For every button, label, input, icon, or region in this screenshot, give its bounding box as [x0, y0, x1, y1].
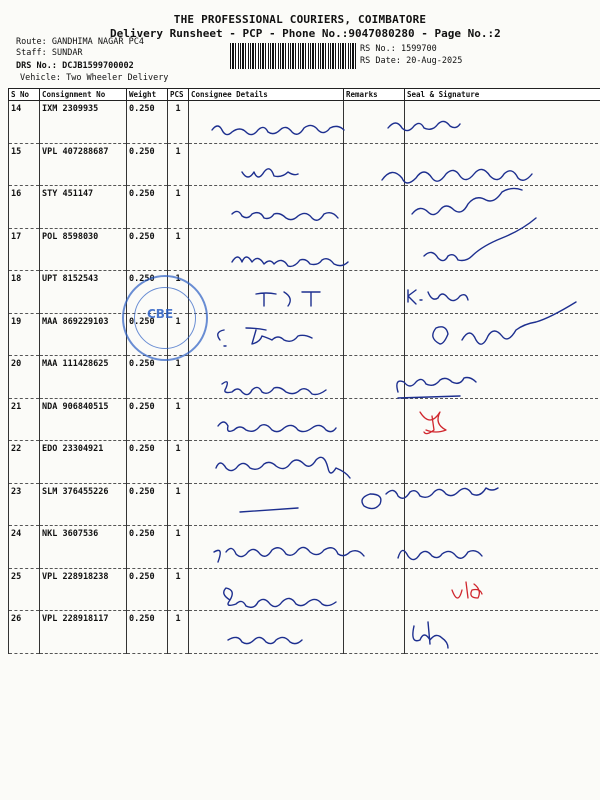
cell-consignee-details: [189, 398, 344, 441]
cell-seal-signature: [405, 143, 600, 186]
cell-remarks: [344, 441, 405, 484]
cell-weight: 0.250: [127, 143, 168, 186]
cell-sno: 23: [9, 483, 40, 526]
staff-value: SUNDAR: [51, 48, 83, 58]
barcode: [230, 43, 356, 69]
cell-sno: 15: [9, 143, 40, 186]
cell-remarks: [344, 101, 405, 144]
cell-consignment-no: IXM 2309935: [40, 101, 127, 144]
staff-line: Staff: SUNDAR: [16, 48, 83, 58]
cell-weight: 0.250: [127, 398, 168, 441]
vehicle-value: Two Wheeler Delivery: [66, 73, 169, 83]
table-row: [9, 271, 600, 314]
cell-pcs: 1: [168, 568, 189, 611]
col-consignment: Consignment No: [40, 89, 127, 101]
col-remarks: Remarks: [344, 89, 405, 101]
cell-pcs: 1: [168, 228, 189, 271]
cell-weight: 0.250: [127, 526, 168, 569]
vehicle-line: Vehicle: Two Wheeler Delivery: [20, 73, 169, 83]
cell-weight: 0.250: [127, 611, 168, 654]
cell-consignment-no: STY 451147: [40, 186, 127, 229]
col-weight: Weight: [127, 89, 168, 101]
cell-consignment-no: MAA 111428625: [40, 356, 127, 399]
cell-seal-signature: [405, 186, 600, 229]
drs-value: DCJB1599700002: [62, 61, 134, 71]
cell-consignee-details: [189, 483, 344, 526]
stamp-text: CBE: [147, 307, 174, 321]
cell-consignee-details: [189, 568, 344, 611]
cell-weight: 0.250: [127, 186, 168, 229]
table-row: [9, 483, 600, 526]
cell-consignee-details: [189, 441, 344, 484]
cell-weight: 0.250: [127, 101, 168, 144]
cell-pcs: 1: [168, 101, 189, 144]
table-row: [9, 568, 600, 611]
cell-pcs: 1: [168, 611, 189, 654]
cell-pcs: 1: [168, 526, 189, 569]
cell-seal-signature: [405, 313, 600, 356]
cell-sno: 21: [9, 398, 40, 441]
cell-remarks: [344, 186, 405, 229]
route-value: GANDHIMA NAGAR PC4: [51, 37, 144, 47]
cell-weight: 0.250: [127, 441, 168, 484]
cell-consignment-no: NKL 3607536: [40, 526, 127, 569]
cell-weight: 0.250: [127, 228, 168, 271]
table-row: [9, 313, 600, 356]
cell-remarks: [344, 483, 405, 526]
cell-consignment-no: VPL 228918238: [40, 568, 127, 611]
cell-seal-signature: [405, 526, 600, 569]
cell-pcs: 1: [168, 398, 189, 441]
cell-sno: 25: [9, 568, 40, 611]
cell-weight: 0.250: [127, 356, 168, 399]
cell-sno: 14: [9, 101, 40, 144]
table-row: [9, 441, 600, 484]
cell-pcs: 1: [168, 313, 189, 356]
cell-weight: 0.250: [127, 313, 168, 356]
cell-pcs: 1: [168, 483, 189, 526]
cell-sno: 22: [9, 441, 40, 484]
col-pcs: PCS: [168, 89, 189, 101]
cell-pcs: 1: [168, 186, 189, 229]
col-seal: Seal & Signature: [405, 89, 600, 101]
cell-remarks: [344, 271, 405, 314]
cell-sno: 16: [9, 186, 40, 229]
cell-pcs: 1: [168, 143, 189, 186]
cell-consignment-no: EDO 23304921: [40, 441, 127, 484]
cell-consignment-no: POL 8598030: [40, 228, 127, 271]
runsheet-table: [8, 88, 600, 654]
cell-consignee-details: [189, 611, 344, 654]
cell-remarks: [344, 228, 405, 271]
rs-info: RS No.: 1599700 RS Date: 20-Aug-2025: [360, 44, 463, 66]
table-row: [9, 186, 600, 229]
col-details: Consignee Details: [189, 89, 344, 101]
table-row: [9, 611, 600, 654]
cell-remarks: [344, 611, 405, 654]
cell-remarks: [344, 526, 405, 569]
table-row: [9, 398, 600, 441]
cell-seal-signature: [405, 483, 600, 526]
cell-consignee-details: [189, 356, 344, 399]
cell-seal-signature: [405, 568, 600, 611]
cell-seal-signature: [405, 611, 600, 654]
cell-pcs: 1: [168, 271, 189, 314]
cell-consignment-no: SLM 376455226: [40, 483, 127, 526]
cell-sno: 18: [9, 271, 40, 314]
cell-sno: 26: [9, 611, 40, 654]
cell-consignee-details: [189, 101, 344, 144]
cell-weight: 0.250: [127, 271, 168, 314]
cell-seal-signature: [405, 101, 600, 144]
cell-consignee-details: [189, 228, 344, 271]
cell-consignee-details: [189, 526, 344, 569]
cell-seal-signature: [405, 271, 600, 314]
col-sno: S No: [9, 89, 40, 101]
drs-line: DRS No.: DCJB1599700002: [16, 61, 134, 71]
table-row: [9, 143, 600, 186]
cell-consignment-no: VPL 407288687: [40, 143, 127, 186]
cell-consignee-details: [189, 271, 344, 314]
route-line: Route: GANDHIMA NAGAR PC4: [16, 37, 144, 47]
cell-consignee-details: [189, 313, 344, 356]
cell-seal-signature: [405, 356, 600, 399]
cell-seal-signature: [405, 398, 600, 441]
cell-consignee-details: [189, 186, 344, 229]
cell-weight: 0.250: [127, 568, 168, 611]
cell-consignment-no: UPT 8152543: [40, 271, 127, 314]
cell-consignment-no: MAA 869229103: [40, 313, 127, 356]
table-row: [9, 356, 600, 399]
company-title: THE PROFESSIONAL COURIERS, COIMBATORE: [173, 13, 427, 26]
cell-pcs: 1: [168, 356, 189, 399]
table-row: [9, 228, 600, 271]
table-row: [9, 526, 600, 569]
cell-sno: 24: [9, 526, 40, 569]
cell-consignment-no: NDA 906840515: [40, 398, 127, 441]
cell-seal-signature: [405, 228, 600, 271]
cell-sno: 17: [9, 228, 40, 271]
table-row: [9, 101, 600, 144]
table-header-row: [9, 89, 600, 101]
cell-remarks: [344, 143, 405, 186]
rs-no-value: 1599700: [400, 44, 437, 54]
cell-consignee-details: [189, 143, 344, 186]
cell-sno: 19: [9, 313, 40, 356]
cell-pcs: 1: [168, 441, 189, 484]
cell-remarks: [344, 313, 405, 356]
cell-remarks: [344, 356, 405, 399]
cell-weight: 0.250: [127, 483, 168, 526]
runsheet-title: Delivery Runsheet - PCP - Phone No.:9047080280 - Page No.:2: [110, 27, 501, 40]
cell-seal-signature: [405, 441, 600, 484]
cell-remarks: [344, 568, 405, 611]
cell-consignment-no: VPL 228918117: [40, 611, 127, 654]
cell-sno: 20: [9, 356, 40, 399]
cell-remarks: [344, 398, 405, 441]
rs-date-value: 20-Aug-2025: [406, 56, 463, 66]
